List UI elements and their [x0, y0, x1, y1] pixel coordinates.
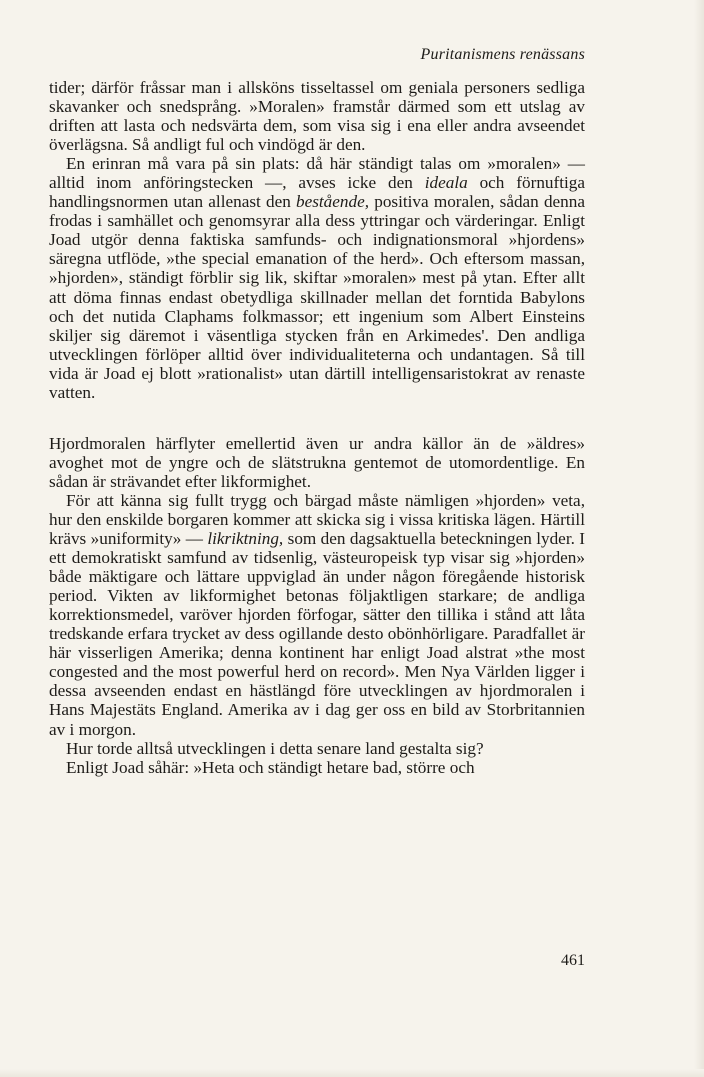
paragraph-uniformity [49, 491, 585, 739]
emphasis-ideala: ideala [424, 173, 468, 193]
paragraph-herd-morality: Hjordmoralen härflyter emellertid även ur andra källor än de »äldres» avoghet mot de yngre och de slätstrukna gentemot de utomordentlige. En sådan är strävandet efter likformighet. [49, 433, 585, 491]
paragraph-final-line: Enligt Joad såhär: »Heta och ständigt hetare bad, större och [66, 757, 475, 777]
page-edge-shadow [694, 0, 704, 1077]
paragraph-text: som den dagsaktuella beteckningen lyder. I ett demokratiskt samfund av tidsenlig, västeuropeisk typ visar sig »hjorden» både mäktigare och lättare uppviglad än under någon föregående historisk period. Vikten av likformighet betonas följaktligen starkare; de andliga korrektionsmedel, varöver hjorden förfogar, sätter den tillika i stånd att låta tredskande erfara trycket av dess ogillande desto obönhörligare. Paradfallet är här visserligen Amerika; denna kontinent har enligt Joad alstrat »the most congested and the most powerful herd on record». Men Nya Världen ligger i dessa avseenden endast en hästlängd före utvecklingen av hjordmoralen i Hans Majestäts England. Amerika av i dag ger oss en bild av Storbritannien av i morgon. [49, 529, 586, 739]
page-number: 461 [561, 952, 585, 969]
paragraph-question: Hur torde alltså utvecklingen i detta senare land gestalta sig? [66, 738, 484, 758]
page-bottom-edge [0, 1069, 704, 1077]
body-text [49, 78, 585, 777]
paragraph-text: positiva moralen, sådan denna frodas i samhället och genomsyrar alla dess yttringar och värderingar. Enligt Joad utgör denna faktiska samfunds- och indignationsmoral »hjordens» säregna utflöde, »the special emanation of the herd». Och eftersom massan, »hjorden», ständigt förblir sig lik, skiftar »moralen» mest på ytan. Efter allt att döma finnas endast obetydliga skillnader mellan det forntida Babylons och det nutida Claphams folkmassor; ett ingenium som Albert Einsteins skiljer sig däremot i väsentliga stycken från en Arkimedes'. Den andliga utvecklingen förlöper alltid över individualiteterna och undantagen. Så till vida är Joad ej blott »rationalist» utan därtill intelligensaristokrat av renaste vatten. [49, 192, 585, 402]
paragraph-text: En erinran må vara på sin plats: då här ständigt talas om »moralen» — alltid inom anföringstecken —, avses icke den [49, 154, 585, 193]
paragraph-text: För att känna sig fullt trygg och bärgad måste nämligen »hjorden» veta, hur den enskilde borgaren kommer att skicka sig i vissa kritiska lägen. Härtill krävs »uniformity» — [49, 490, 585, 549]
running-head: Puritanismens renässans [420, 46, 585, 63]
paragraph-continuation: tider; därför fråssar man i allsköns tisseltassel om geniala personers sedliga skavanker och snedsprång. »Moralen» framstår därmed som ett utslag av driften att lasta och nedsvärta dem, som visa sig i ena eller andra avseendet överlägsna. Så andligt ful och vindögd är den. [49, 78, 585, 155]
paragraph-text: och förnuftiga handlingsnormen utan allenast den [49, 173, 586, 212]
emphasis-bestaende: bestående, [296, 192, 370, 212]
emphasis-likriktning: likriktning, [207, 529, 284, 549]
section-break [49, 402, 585, 434]
paragraph-moral-definition [49, 154, 585, 402]
